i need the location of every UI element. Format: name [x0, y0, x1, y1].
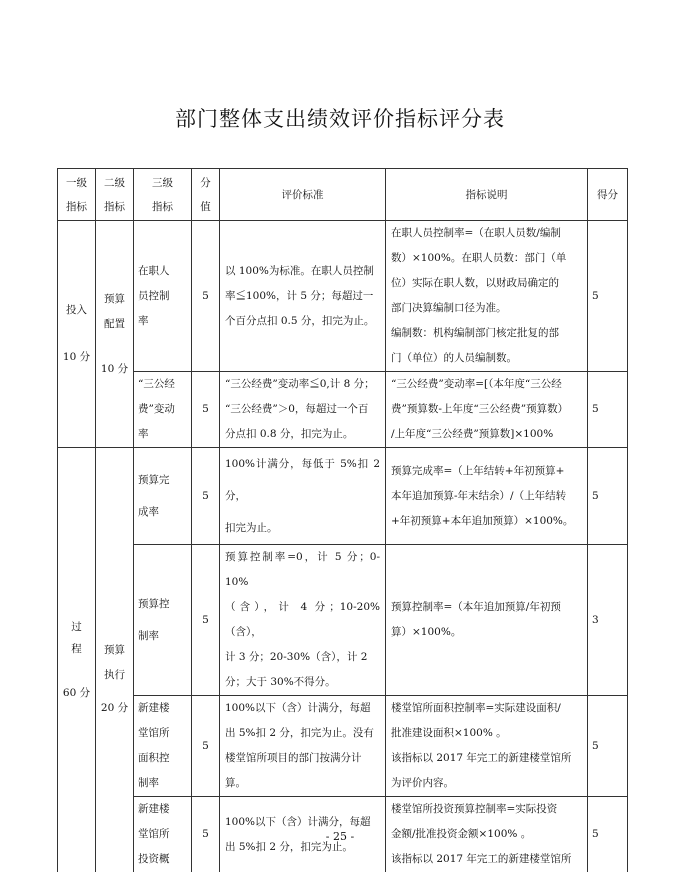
description-cell: 预算控制率=（本年追加预算/年初预 算）×100%。: [386, 545, 588, 696]
description-cell: 预算完成率=（上年结转+年初预算+ 本年追加预算-年末结余）/（上年结转 +年初预算+本年追加预算）×100%。: [386, 448, 588, 545]
evaluation-table: [57, 168, 628, 872]
table-row: [58, 372, 628, 448]
description-cell: 楼堂馆所面积控制率=实际建设面积/ 批准建设面积×100% 。 该指标以 2017 年完工的新建楼堂馆所 为评价内容。: [386, 696, 588, 797]
header-score: 分 值: [192, 169, 220, 221]
header-description: 指标说明: [386, 169, 588, 221]
header-level3: 三级 指标: [134, 169, 192, 221]
score-cell: 5: [192, 797, 220, 872]
got-score-cell: 3: [588, 545, 628, 696]
got-score-cell: 5: [588, 797, 628, 872]
description-cell: “三公经费”变动率=[（本年度“三公经 费”预算数-上年度“三公经费”预算数） /上年度“三公经费”预算数]×100%: [386, 372, 588, 448]
level3-cell: “三公经 费”变动 率: [134, 372, 192, 448]
table-row: [58, 545, 628, 696]
criteria-cell: 100%计满分，每低于 5%扣 2 分， 扣完为止。: [220, 448, 386, 545]
header-row: [58, 169, 628, 221]
description-cell: 楼堂馆所投资预算控制率=实际投资 金额/批准投资金额×100% 。 该指标以 2017 年完工的新建楼堂馆所: [386, 797, 588, 872]
table-row: [58, 696, 628, 797]
score-cell: 5: [192, 221, 220, 372]
criteria-cell: 预算控制率=0，计 5 分；0-10% （含），计 4 分；10-20%（含）， 计 3 分；20-30%（含），计 2 分；大于 30%不得分。: [220, 545, 386, 696]
criteria-cell: “三公经费”变动率≦0,计 8 分； “三公经费”＞0，每超过一个百 分点扣 0.8 分，扣完为止。: [220, 372, 386, 448]
level3-cell: 新建楼 堂馆所 投资概: [134, 797, 192, 872]
level1-process: 过 程 60 分: [58, 448, 96, 872]
header-level1: 一级 指标: [58, 169, 96, 221]
description-cell: 在职人员控制率=（在职人员数/编制 数）×100%。在职人员数：部门（单 位）实际在职人数，以财政局确定的 部门决算编制口径为准。 编制数：机构编制部门核定批复的部 门（单位）的人员编制数。: [386, 221, 588, 372]
level2-budget-config: 预算 配置 10 分: [96, 221, 134, 448]
header-criteria: 评价标准: [220, 169, 386, 221]
table-row: [58, 448, 628, 545]
score-cell: 5: [192, 545, 220, 696]
level3-cell: 新建楼 堂馆所 面积控 制率: [134, 696, 192, 797]
header-level2: 二级 指标: [96, 169, 134, 221]
header-got-score: 得分: [588, 169, 628, 221]
level3-cell: 预算完 成率: [134, 448, 192, 545]
level2-budget-execution: 预算 执行 20 分: [96, 448, 134, 872]
level3-cell: 预算控 制率: [134, 545, 192, 696]
got-score-cell: 5: [588, 696, 628, 797]
criteria-cell: 以 100%为标准。在职人员控制 率≦100%，计 5 分；每超过一 个百分点扣 0.5 分，扣完为止。: [220, 221, 386, 372]
score-cell: 5: [192, 372, 220, 448]
criteria-cell: 100%以下（含）计满分，每超 出 5%扣 2 分，扣完为止。: [220, 797, 386, 872]
got-score-cell: 5: [588, 372, 628, 448]
level3-cell: 在职人 员控制 率: [134, 221, 192, 372]
got-score-cell: 5: [588, 448, 628, 545]
score-cell: 5: [192, 696, 220, 797]
got-score-cell: 5: [588, 221, 628, 372]
level1-input: 投入 10 分: [58, 221, 96, 448]
score-cell: 5: [192, 448, 220, 545]
page-number: - 25 -: [0, 830, 680, 843]
table-row: [58, 221, 628, 372]
page-title: 部门整体支出绩效评价指标评分表: [0, 103, 680, 133]
criteria-cell: 100%以下（含）计满分，每超 出 5%扣 2 分，扣完为止。没有 楼堂馆所项目的部门按满分计 算。: [220, 696, 386, 797]
